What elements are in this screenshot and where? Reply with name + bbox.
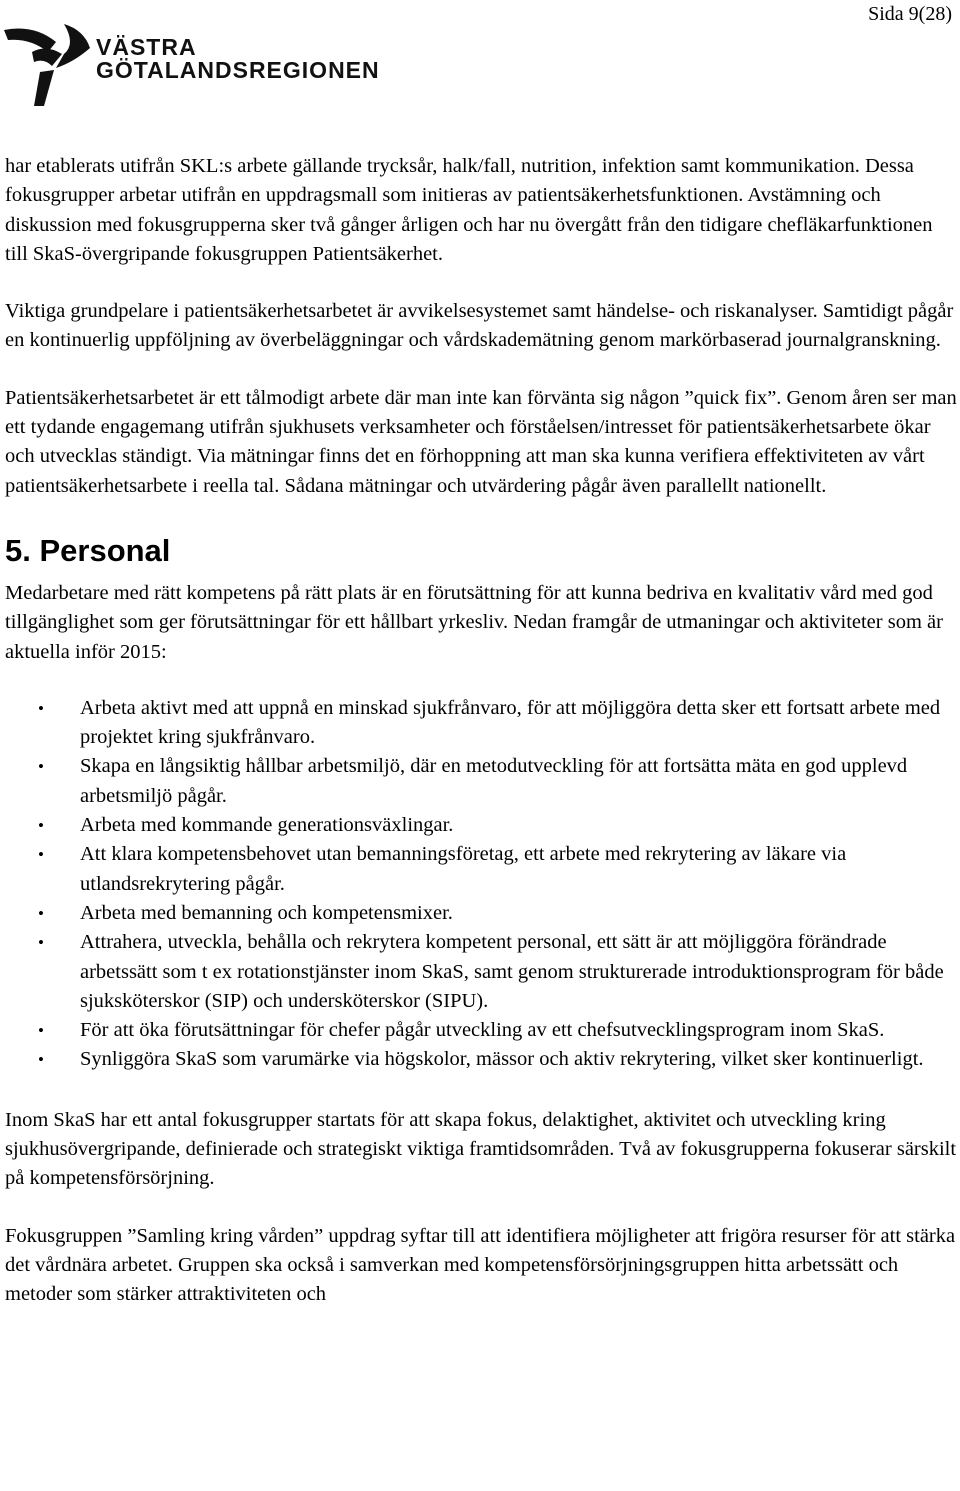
vastra-gotalandsregionen-logo (4, 22, 394, 108)
list-item (38, 1045, 960, 1074)
section-intro: Medarbetare med rätt kompetens på rätt plats är en förutsättning för att kunna bedriva en kvalitativ vård med god tillgänglighet som ger förutsättningar för ett hållbart yrkesliv. Nedan framgår de utmaningar och aktiviteter som är aktuella inför 2015: (5, 581, 943, 663)
logo-emblem-icon (4, 22, 92, 108)
paragraph: har etablerats utifrån SKL:s arbete gällande trycksår, halk/fall, nutrition, infektion samt kommunikation. Dessa fokusgrupper arbetar utifrån en uppdragsmall som initieras av patientsäkerhetsfunktionen. Avstämning och diskussion med fokusgrupperna sker två gånger årligen och har nu övergått från den tidigare chefläkarfunktionen till SkaS-övergripande fokusgruppen Patientsäkerhet. (5, 155, 933, 265)
list-item-text: Arbeta med kommande generationsväxlingar. (80, 814, 454, 837)
bullet-icon: • (38, 698, 44, 718)
list-item (38, 1016, 960, 1045)
list-item-text: Attrahera, utveckla, behålla och rekrytera kompetent personal, ett sätt är att möjliggöra förändrade arbetssätt som t ex rotationstjänster inom SkaS, samt genom strukturerade introduktionsprogram för både sjuksköterskor (SIP) och undersköterskor (SIPU). (80, 931, 944, 1012)
list-item-text: Synliggöra SkaS som varumärke via högskolor, mässor och aktiv rekrytering, vilket sker kontinuerligt. (80, 1048, 924, 1071)
logo-line-1: VÄSTRA (96, 34, 197, 60)
list-item-text: Arbeta med bemanning och kompetensmixer. (80, 901, 453, 924)
document-body (5, 152, 960, 1338)
bullet-icon: • (38, 1021, 44, 1041)
list-item-text: Skapa en långsiktig hållbar arbetsmiljö, där en metodutveckling för att fortsätta mäta en god upplevd arbetsmiljö pågår. (80, 755, 908, 807)
list-item (38, 811, 960, 840)
list-item (38, 752, 960, 811)
logo-text (96, 36, 380, 82)
paragraph: Patientsäkerhetsarbetet är ett tålmodigt arbete där man inte kan förvänta sig någon ”quick fix”. Genom åren ser man ett tydande engagemang utifrån sjukhusets verksamheter och förståelsen/intresset för patientsäkerhetsarbete ökar och utvecklas ständigt. Via mätningar finns det en förhoppning att man ska kunna verifiera effektiviteten av vårt patientsäkerhetsarbete i reella tal. Sådana mätningar och utvärdering pågår även parallellt nationellt. (5, 386, 957, 497)
section-heading: 5. Personal (5, 532, 171, 568)
paragraph: Inom SkaS har ett antal fokusgrupper startats för att skapa fokus, delaktighet, aktivitet och utveckling kring sjukhusövergripande, definierade och strategiskt viktiga framtidsområden. Två av fokusgrupperna fokuserar särskilt på kompetensförsörjning. (5, 1108, 957, 1190)
list-item (38, 694, 960, 753)
list-item (38, 899, 960, 928)
page-number: Sida 9(28) (868, 3, 952, 25)
list-item-text: Att klara kompetensbehovet utan bemanningsföretag, ett arbete med rekrytering av läkare via utlandsrekrytering pågår. (80, 843, 847, 895)
list-item-text: För att öka förutsättningar för chefer pågår utveckling av ett chefsutvecklingsprogram inom SkaS. (80, 1019, 885, 1042)
list-item-text: Arbeta aktivt med att uppnå en minskad sjukfrånvaro, för att möjliggöra detta sker ett fortsatt arbete med projektet kring sjukfrånvaro. (80, 696, 941, 749)
paragraph: Fokusgruppen ”Samling kring vården” uppdrag syftar till att identifiera möjligheter att frigöra resurser för att stärka det vårdnära arbetet. Gruppen ska också i samverkan med kompetensförsörjningsgruppen hitta arbetssätt och metoder som stärker attraktiviteten och (5, 1224, 956, 1306)
bullet-icon: • (38, 1050, 44, 1070)
bullet-icon: • (38, 903, 44, 923)
list-item (38, 928, 960, 1016)
bullet-list (5, 694, 960, 1075)
bullet-icon: • (38, 845, 44, 865)
bullet-icon: • (38, 933, 44, 953)
logo-line-2: GÖTALANDSREGIONEN (96, 57, 380, 83)
bullet-icon: • (38, 757, 44, 777)
list-item (38, 840, 960, 899)
bullet-icon: • (38, 816, 44, 836)
paragraph: Viktiga grundpelare i patientsäkerhetsarbetet är avvikelsesystemet samt händelse- och riskanalyser. Samtidigt pågår en kontinuerlig uppföljning av överbeläggningar och vårdskademätning genom markörbaserad journalgranskning. (5, 300, 954, 352)
